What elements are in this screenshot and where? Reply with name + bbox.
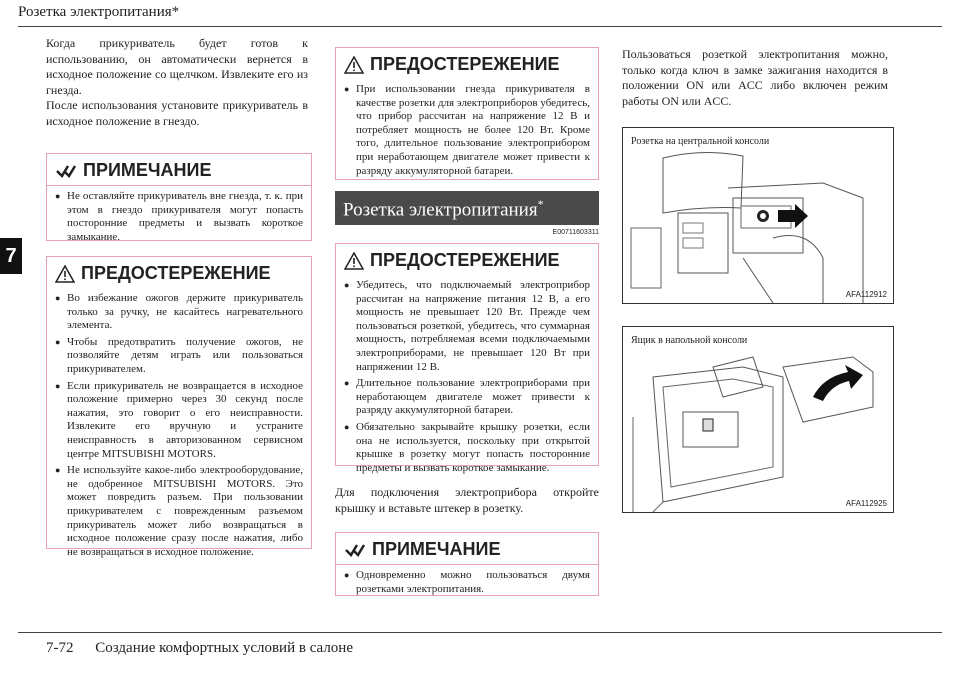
figure-id: AFA112925 <box>845 499 887 508</box>
caution-title: ПРЕДОСТЕРЕЖЕНИЕ <box>370 250 560 270</box>
note-title: ПРИМЕЧАНИЕ <box>83 160 212 180</box>
running-header: Розетка электропитания* <box>18 4 180 20</box>
section-asterisk: * <box>537 197 544 211</box>
cigarette-lighter-return: После использования установите прикуриватель в исходное положение в гнездо. <box>46 98 308 128</box>
figure-caption: Ящик в напольной консоли <box>631 335 748 346</box>
figure-id: AFA112912 <box>845 290 887 299</box>
note-title: ПРИМЕЧАНИЕ <box>372 539 501 559</box>
caution-box-lighter <box>46 256 312 558</box>
section-title: Розетка электропитания <box>343 199 538 221</box>
warning-triangle-icon <box>344 56 364 74</box>
footer-rule <box>18 632 942 633</box>
note-item: ● Одновременно можно пользоваться двумя розетками электропитания. <box>344 569 590 596</box>
caution-box-socket-usage <box>335 47 599 180</box>
caution-item: ● Чтобы предотвратить получение ожогов, не позволяйте детям играть или пользоваться прикуривателем. <box>55 336 303 377</box>
caution-item: ● Убедитесь, что подключаемый электроприбор рассчитан на напряжение питания 12 В, а его мощность не превышает 120 Вт. Прежде чем пользоваться розеткой, убедитесь, что суммарная мощность, потребляемая всеми подключаемыми электроприборами, не превышает 120 Вт при напряжении 12 В. <box>344 279 590 374</box>
caution-header <box>336 48 598 79</box>
chapter-title: Создание комфортных условий в салоне <box>95 640 353 656</box>
warning-triangle-icon <box>344 252 364 270</box>
note-item: ● Не оставляйте прикуриватель вне гнезда, т. к. при этом в гнездо прикуривателя могут попасть посторонние предметы и вызвать короткое замыкание. <box>55 190 303 244</box>
page-number: 7-72 <box>46 640 74 656</box>
cigarette-lighter-intro: Когда прикуриватель будет готов к использованию, он автоматически вернется в исходное положение со щелчком. Извлеките его из гнезда. <box>46 36 308 97</box>
note-check-icon <box>55 163 77 179</box>
section-banner <box>335 191 599 225</box>
caution-item: ● При использовании гнезда прикуривателя в качестве розетки для электроприборов убедитесь, что прибор рассчитан на напряжение 12 В и потребляет мощность не более 120 Вт. Кроме того, длительное пользование электроприбором при неработающем двигателе может привести к разряду аккумуляторной батареи. <box>344 83 590 178</box>
note-box-lighter <box>46 153 312 241</box>
figure-center-console-socket <box>622 127 894 304</box>
figure-floor-console-socket <box>622 326 894 513</box>
caution-item: ● Обязательно закрывайте крышку розетки, если она не используется, поскольку при открытой крышке в розетку могут попасть посторонние предметы и вызвать короткое замыкание. <box>344 421 590 475</box>
chapter-tab: 7 <box>0 238 22 274</box>
footer <box>46 640 353 657</box>
socket-availability: Пользоваться розеткой электропитания можно, только когда ключ в замке зажигания находится в положении ON или ACC либо включен режим работы ON или ACC. <box>622 47 888 108</box>
caution-item: ● Не используйте какое-либо электрооборудование, не одобренное MITSUBISHI MOTORS. Это может повредить разъем. При пользовании прикуривателем с поврежденным разъемом прикуриватель может либо возвращаться в исходное положение сразу после нажатия, либо не возвращаться в исходное положение. <box>55 464 303 559</box>
caution-item: ● Если прикуриватель не возвращается в исходное положение примерно через 30 секунд после нажатия, это говорит о его неисправности. Извлеките его вручную и устраните неисправность в авторизованном сервисном центре MITSUBISHI MOTORS. <box>55 380 303 462</box>
caution-title: ПРЕДОСТЕРЕЖЕНИЕ <box>81 263 271 283</box>
section-code: E00711603311 <box>552 229 599 236</box>
center-console-illustration <box>623 128 893 303</box>
socket-instructions: Для подключения электроприбора откройте крышку и вставьте штекер в розетку. <box>335 485 599 515</box>
caution-header <box>336 244 598 275</box>
caution-header <box>47 257 311 288</box>
note-header <box>47 154 311 186</box>
caution-item: ● Длительное пользование электроприборами при неработающем двигателе может привести к разряду аккумуляторной батареи. <box>344 377 590 418</box>
caution-item: ● Во избежание ожогов держите прикуриватель только за ручку, не касайтесь нагревательного элемента. <box>55 292 303 333</box>
note-check-icon <box>344 542 366 558</box>
figure-caption: Розетка на центральной консоли <box>631 136 770 147</box>
floor-console-illustration <box>623 327 893 512</box>
note-header <box>336 533 598 565</box>
warning-triangle-icon <box>55 265 75 283</box>
caution-box-socket <box>335 243 599 474</box>
note-box-socket <box>335 532 599 596</box>
caution-title: ПРЕДОСТЕРЕЖЕНИЕ <box>370 54 560 74</box>
header-rule <box>18 26 942 27</box>
